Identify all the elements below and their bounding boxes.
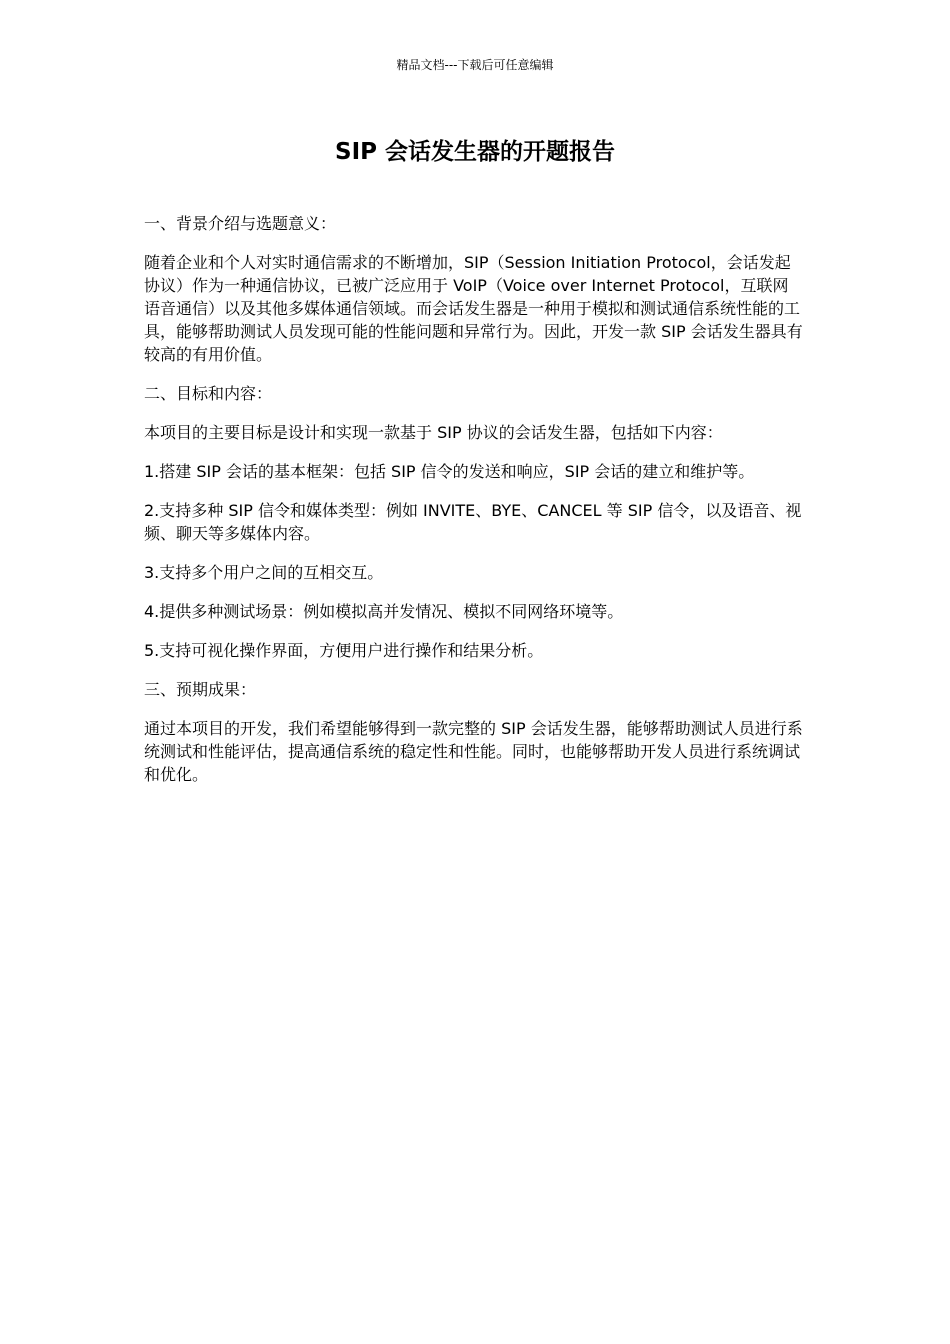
list-item-3: 3.支持多个用户之间的互相交互。 [144, 563, 384, 582]
document-title: SIP 会话发生器的开题报告 [335, 139, 615, 165]
page-header: 精品文档---下载后可任意编辑 [396, 58, 554, 72]
paragraph-outcomes: 通过本项目的开发，我们希望能够得到一款完整的 SIP 会话发生器，能够帮助测试人员进行系统测试和性能评估，提高通信系统的稳定性和性能。同时，也能够帮助开发人员进行系统调试和优化。 [144, 719, 803, 784]
section-heading-outcomes: 三、预期成果： [144, 680, 257, 699]
list-item-5: 5.支持可视化操作界面，方便用户进行操作和结果分析。 [144, 641, 544, 660]
list-item-2: 2.支持多种 SIP 信令和媒体类型：例如 INVITE、BYE、CANCEL 等 SIP 信令，以及语音、视频、聊天等多媒体内容。 [144, 501, 802, 543]
paragraph-background: 随着企业和个人对实时通信需求的不断增加，SIP（Session Initiation Protocol，会话发起协议）作为一种通信协议，已被广泛应用于 VoIP（Voice over Internet Protocol，互联网语音通信）以及其他多媒体通信领域。而会话发生器是一种用于模拟和测试通信系统性能的工具，能够帮助测试人员发现可能的性能问题和异常行为。因此，开发一款 SIP 会话发生器具有较高的有用价值。 [144, 253, 803, 364]
section-heading-goals: 二、目标和内容： [144, 384, 273, 403]
document-body [144, 212, 804, 802]
list-item-1: 1.搭建 SIP 会话的基本框架：包括 SIP 信令的发送和响应，SIP 会话的建立和维护等。 [144, 462, 755, 481]
list-item-4: 4.提供多种测试场景：例如模拟高并发情况、模拟不同网络环境等。 [144, 602, 624, 621]
section-heading-background: 一、背景介绍与选题意义： [144, 214, 337, 233]
paragraph-goals-intro: 本项目的主要目标是设计和实现一款基于 SIP 协议的会话发生器，包括如下内容： [144, 423, 723, 442]
